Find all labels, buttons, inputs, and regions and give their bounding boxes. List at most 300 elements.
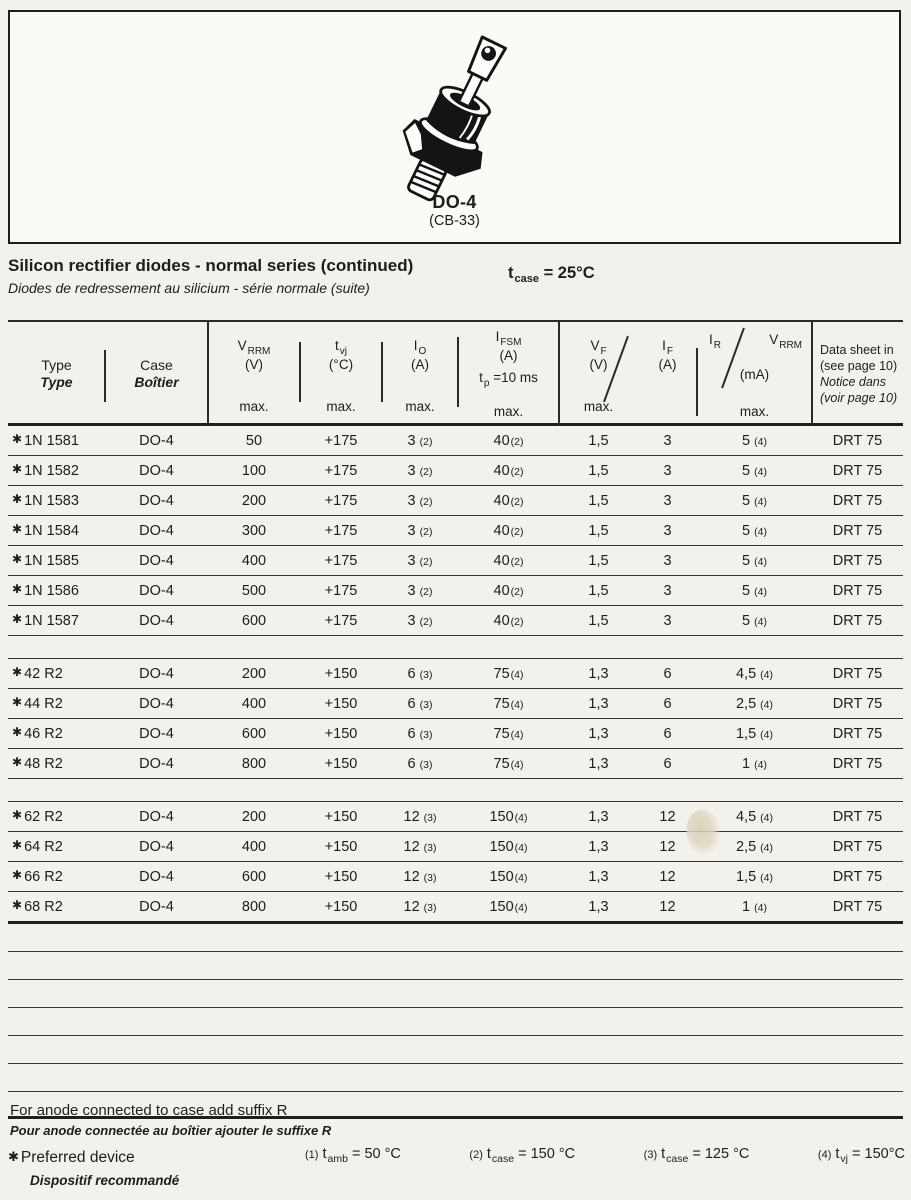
table-row <box>8 802 903 832</box>
ir-cell-value: 5 <box>742 582 751 599</box>
type-cell <box>8 696 105 712</box>
ifsm-cell-value: 40 <box>493 552 510 569</box>
header-separator <box>299 342 301 402</box>
case-cell-value: DO-4 <box>139 868 174 885</box>
io-cell-value: 6 <box>407 725 416 742</box>
footnote-ref: (3) <box>643 1149 658 1161</box>
ifsm-cell <box>458 899 559 915</box>
if-cell <box>638 869 697 885</box>
if-cell-value: 3 <box>663 462 672 479</box>
datasheet-cell-value: DRT 75 <box>832 612 883 629</box>
if-cell-value: 12 <box>659 898 676 915</box>
vrrm-cell <box>208 613 300 629</box>
ifsm-cell <box>458 756 559 772</box>
if-cell <box>638 899 697 915</box>
case-cell-value: DO-4 <box>139 582 174 599</box>
type-cell <box>8 809 105 825</box>
footnote <box>469 1146 576 1165</box>
footnote-ref: (2) <box>419 585 433 598</box>
case-cell-value: DO-4 <box>139 898 174 915</box>
type-cell <box>8 869 105 885</box>
footnote-ref: (4) <box>514 901 528 914</box>
footnote-ref: (2) <box>510 585 524 598</box>
io-cell <box>382 839 458 855</box>
footnote-ref: (3) <box>423 901 437 914</box>
datasheet-line4: (voir page 10) <box>820 390 898 405</box>
ir-cell <box>697 583 812 599</box>
empty-row <box>8 1064 903 1092</box>
suffix-note-fr: Pour anode connectée au boîtier ajouter le suffixe R <box>10 1123 332 1138</box>
footnote-ref: (4) <box>754 495 767 508</box>
ir-cell <box>697 899 812 915</box>
datasheet-cell <box>812 553 903 569</box>
tvj-cell-value: +150 <box>324 898 358 915</box>
tvj-cell-value: +175 <box>324 462 358 479</box>
tvj-cell <box>300 583 382 599</box>
ir-cell-value: 4,5 <box>735 808 757 825</box>
tvj-max: max. <box>326 399 356 414</box>
datasheet-line2: (see page 10) <box>820 358 898 373</box>
table-row <box>8 892 903 921</box>
type-label: 42 R2 <box>24 665 63 682</box>
footnote-ref: (1) <box>305 1149 319 1161</box>
io-cell-value: 3 <box>407 612 416 629</box>
footnote-ref: (4) <box>760 811 773 824</box>
col-header-if <box>638 322 697 425</box>
vf-max: max. <box>583 399 614 414</box>
empty-row <box>8 952 903 980</box>
table-row <box>8 576 903 606</box>
ifsm-cell <box>458 493 559 509</box>
ir-cell-value: 5 <box>742 462 751 479</box>
datasheet-cell <box>812 583 903 599</box>
type-cell <box>8 839 105 855</box>
ir-cell <box>697 869 812 885</box>
io-cell-value: 3 <box>407 462 416 479</box>
io-cell <box>382 523 458 539</box>
vrrm-cell <box>208 523 300 539</box>
ir-cell <box>697 613 812 629</box>
temp-symbol: t <box>508 264 514 282</box>
io-cell <box>382 553 458 569</box>
footnote-ref: (4) <box>514 841 528 854</box>
ifsm-cell-value: 40 <box>493 582 510 599</box>
type-label: 68 R2 <box>24 898 63 915</box>
vrrm-cell <box>208 809 300 825</box>
table-body <box>8 426 903 924</box>
datasheet-cell-value: DRT 75 <box>832 432 883 449</box>
footnote-ref: (2) <box>419 465 433 478</box>
preferred-star-icon: ✱ <box>12 551 23 566</box>
ifsm-cell-value: 40 <box>493 462 510 479</box>
footnote-ref: (4) <box>760 871 773 884</box>
footnote-ref: (3) <box>423 841 437 854</box>
preferred-star-icon: ✱ <box>12 867 23 882</box>
case-cell <box>105 696 208 712</box>
vrrm-cell <box>208 583 300 599</box>
if-unit: (A) <box>658 357 677 372</box>
if-symbol: $I_F$ <box>662 338 673 357</box>
io-cell <box>382 666 458 682</box>
vf-cell-value: 1,5 <box>588 582 609 599</box>
type-cell <box>8 553 105 569</box>
ifsm-cell-value: 150 <box>489 808 514 825</box>
ifsm-max: max. <box>493 404 524 419</box>
vf-cell <box>559 726 638 742</box>
type-cell <box>8 756 105 772</box>
footnote-ref: (4) <box>760 668 773 681</box>
vrrm-cell-value: 300 <box>241 522 267 539</box>
vf-cell <box>559 809 638 825</box>
ifsm-cell-value: 150 <box>489 838 514 855</box>
type-cell <box>8 523 105 539</box>
preferred-star-icon: ✱ <box>12 461 23 476</box>
case-cell <box>105 583 208 599</box>
footnote-ref: (2) <box>510 465 524 478</box>
temp-symbol: t <box>322 1146 327 1162</box>
vrrm-cell-value: 800 <box>241 755 267 772</box>
vrrm-cell-value: 400 <box>241 552 267 569</box>
io-cell <box>382 869 458 885</box>
tvj-cell <box>300 809 382 825</box>
case-temperature-condition <box>508 264 595 283</box>
footnote-ref: (3) <box>419 758 433 771</box>
tvj-cell <box>300 493 382 509</box>
datasheet-cell-value: DRT 75 <box>832 808 883 825</box>
if-cell-value: 3 <box>663 612 672 629</box>
ir-cell-value: 1,5 <box>735 725 757 742</box>
ifsm-cell-value: 75 <box>493 725 510 742</box>
datasheet-cell-value: DRT 75 <box>832 725 883 742</box>
ir-cell <box>697 696 812 712</box>
type-cell <box>8 493 105 509</box>
case-cell-value: DO-4 <box>139 432 174 449</box>
tvj-unit: (°C) <box>328 357 354 372</box>
vf-cell <box>559 756 638 772</box>
io-cell-value: 6 <box>407 695 416 712</box>
temp-subscript: case <box>491 1153 515 1165</box>
ir-cell <box>697 433 812 449</box>
tvj-cell <box>300 463 382 479</box>
vf-cell <box>559 613 638 629</box>
footnote-ref: (4) <box>754 555 767 568</box>
if-cell <box>638 726 697 742</box>
tvj-cell-value: +175 <box>324 582 358 599</box>
temp-symbol: t <box>661 1146 666 1162</box>
temp-value: = 25°C <box>543 264 595 282</box>
type-label: 1N 1581 <box>24 432 79 449</box>
section-title-fr: Diodes de redressement au silicium - série normale (suite) <box>8 280 370 296</box>
io-cell <box>382 726 458 742</box>
header-separator <box>381 342 383 402</box>
ir-cell-value: 1 <box>742 898 751 915</box>
datasheet-cell-value: DRT 75 <box>832 522 883 539</box>
col-header-type <box>8 322 105 425</box>
table-row <box>8 456 903 486</box>
empty-rows <box>8 924 903 1092</box>
preferred-star-icon: ✱ <box>12 724 23 739</box>
ir-max: max. <box>739 404 770 419</box>
col-header-ir-vrrm <box>697 322 812 425</box>
temp-subscript: case <box>666 1153 689 1165</box>
table-group <box>8 802 903 924</box>
ir-cell-value: 1 <box>742 755 751 772</box>
datasheet-cell <box>812 726 903 742</box>
io-cell-value: 12 <box>403 808 420 825</box>
vf-cell <box>559 433 638 449</box>
tvj-cell <box>300 666 382 682</box>
table-group <box>8 659 903 779</box>
if-cell <box>638 696 697 712</box>
preferred-star-icon: ✱ <box>12 521 23 536</box>
preferred-star-icon: ✱ <box>12 611 23 626</box>
preferred-label-fr: Dispositif recommandé <box>30 1173 180 1188</box>
datasheet-cell-value: DRT 75 <box>832 492 883 509</box>
col-header-io <box>382 322 458 425</box>
table-row <box>8 749 903 779</box>
datasheet-cell-value: DRT 75 <box>832 552 883 569</box>
case-cell-value: DO-4 <box>139 838 174 855</box>
tvj-cell <box>300 523 382 539</box>
case-cell <box>105 756 208 772</box>
ir-unit: (mA) <box>739 367 770 382</box>
if-cell <box>638 463 697 479</box>
col-header-ifsm <box>458 322 559 425</box>
footnote-ref: (4) <box>510 728 524 741</box>
case-cell-value: DO-4 <box>139 665 174 682</box>
ifsm-condition: $t_p =10$ ms <box>479 370 538 389</box>
datasheet-cell <box>812 613 903 629</box>
footnote <box>305 1146 401 1165</box>
vf-cell-value: 1,3 <box>588 665 609 682</box>
table-group <box>8 426 903 636</box>
vrrm-unit: (V) <box>245 357 263 372</box>
table-row <box>8 606 903 636</box>
vf-cell-value: 1,3 <box>588 755 609 772</box>
datasheet-cell-value: DRT 75 <box>832 838 883 855</box>
type-label: 48 R2 <box>24 755 63 772</box>
io-cell-value: 12 <box>403 838 420 855</box>
footnote-ref: (3) <box>423 871 437 884</box>
table-row <box>8 832 903 862</box>
table-row <box>8 719 903 749</box>
vf-cell <box>559 583 638 599</box>
type-label: 1N 1587 <box>24 612 79 629</box>
footnote-ref: (2) <box>419 615 433 628</box>
io-unit: (A) <box>411 357 429 372</box>
tvj-cell <box>300 696 382 712</box>
ifsm-cell-value: 40 <box>493 522 510 539</box>
footnote-ref: (4) <box>510 758 524 771</box>
vrrm-cell-value: 600 <box>241 725 267 742</box>
tvj-cell-value: +150 <box>324 755 358 772</box>
vrrm-cell <box>208 463 300 479</box>
type-label: 46 R2 <box>24 725 63 742</box>
tvj-cell <box>300 726 382 742</box>
io-symbol: $I_O$ <box>413 338 427 357</box>
datasheet-cell <box>812 523 903 539</box>
io-cell <box>382 463 458 479</box>
case-cell-value: DO-4 <box>139 755 174 772</box>
tvj-cell-value: +150 <box>324 868 358 885</box>
footnote-ref: (3) <box>419 668 433 681</box>
tvj-cell-value: +150 <box>324 808 358 825</box>
ir-cell-value: 5 <box>742 522 751 539</box>
ir-cell <box>697 493 812 509</box>
if-cell-value: 6 <box>663 665 672 682</box>
ir-cell-value: 5 <box>742 432 751 449</box>
datasheet-cell <box>812 493 903 509</box>
temp-symbol: t <box>486 1146 491 1162</box>
temp-value: = 150°C <box>848 1146 905 1162</box>
type-cell <box>8 433 105 449</box>
case-cell <box>105 493 208 509</box>
type-cell <box>8 613 105 629</box>
vf-cell-value: 1,3 <box>588 725 609 742</box>
type-label: 1N 1584 <box>24 522 79 539</box>
case-cell-value: DO-4 <box>139 808 174 825</box>
preferred-star-icon: ✱ <box>12 664 23 679</box>
footnote-ref: (4) <box>510 698 524 711</box>
footnote-ref: (4) <box>817 1149 832 1161</box>
datasheet-cell-value: DRT 75 <box>832 462 883 479</box>
tvj-cell <box>300 613 382 629</box>
type-cell <box>8 463 105 479</box>
ir-symbol: $I_R$ <box>709 332 721 351</box>
vf-cell-value: 1,5 <box>588 462 609 479</box>
package-alt-name: (CB-33) <box>429 213 480 229</box>
footnote-ref: (4) <box>514 871 528 884</box>
io-cell <box>382 493 458 509</box>
header-separator <box>457 337 459 407</box>
ir-cell-value: 5 <box>742 492 751 509</box>
empty-row <box>8 924 903 952</box>
col-type-en: Type <box>41 356 72 373</box>
type-cell <box>8 666 105 682</box>
vf-unit: (V) <box>589 357 608 372</box>
tvj-cell-value: +175 <box>324 492 358 509</box>
footnote-ref: (2) <box>419 495 433 508</box>
io-cell-value: 3 <box>407 432 416 449</box>
footnote-ref: (2) <box>419 435 433 448</box>
tvj-cell-value: +150 <box>324 838 358 855</box>
if-cell <box>638 666 697 682</box>
vrrm-cell-value: 600 <box>241 612 267 629</box>
footnote-ref: (4) <box>760 841 773 854</box>
case-cell <box>105 613 208 629</box>
vrrm-cell <box>208 726 300 742</box>
vf-cell <box>559 696 638 712</box>
io-cell-value: 12 <box>403 868 420 885</box>
vrrm-cell <box>208 493 300 509</box>
if-cell <box>638 553 697 569</box>
ifsm-cell <box>458 613 559 629</box>
ir-vrrm-symbols <box>697 331 812 350</box>
tvj-cell-value: +150 <box>324 665 358 682</box>
io-cell-value: 12 <box>403 898 420 915</box>
type-label: 1N 1582 <box>24 462 79 479</box>
tvj-cell <box>300 869 382 885</box>
suffix-note-en: For anode connected to case add suffix R <box>10 1102 288 1119</box>
footnote-ref: (3) <box>419 698 433 711</box>
header-separator <box>558 322 560 425</box>
preferred-star-icon: ✱ <box>12 754 23 769</box>
tvj-cell-value: +150 <box>324 725 358 742</box>
ir-cell-value: 4,5 <box>735 665 757 682</box>
io-cell-value: 3 <box>407 492 416 509</box>
io-cell-value: 3 <box>407 552 416 569</box>
ifsm-cell <box>458 463 559 479</box>
vrrm-cell-value: 600 <box>241 868 267 885</box>
header-separator <box>104 350 106 402</box>
ratings-table <box>8 320 903 1119</box>
datasheet-cell-value: DRT 75 <box>832 868 883 885</box>
ifsm-cell-value: 75 <box>493 755 510 772</box>
io-cell <box>382 756 458 772</box>
io-cell <box>382 613 458 629</box>
preferred-star-icon: ✱ <box>12 491 23 506</box>
vf-cell-value: 1,3 <box>588 695 609 712</box>
if-cell <box>638 493 697 509</box>
ir-cell <box>697 463 812 479</box>
empty-row <box>8 1036 903 1064</box>
ifsm-cell <box>458 523 559 539</box>
datasheet-cell <box>812 869 903 885</box>
ifsm-cell <box>458 839 559 855</box>
vf-cell <box>559 493 638 509</box>
vf-symbol: $V_F$ <box>590 338 607 357</box>
footnote-ref: (4) <box>760 728 773 741</box>
vf-cell-value: 1,5 <box>588 612 609 629</box>
case-cell <box>105 463 208 479</box>
temp-subscript: case <box>514 273 539 285</box>
case-cell <box>105 869 208 885</box>
tvj-cell-value: +150 <box>324 695 358 712</box>
ir-cell <box>697 726 812 742</box>
type-label: 44 R2 <box>24 695 63 712</box>
footnote-ref: (2) <box>510 495 524 508</box>
header-separator <box>811 322 813 425</box>
if-cell-value: 3 <box>663 552 672 569</box>
io-max: max. <box>405 399 435 414</box>
datasheet-cell-value: DRT 75 <box>832 755 883 772</box>
vf-cell <box>559 463 638 479</box>
col-header-tvj <box>300 322 382 425</box>
footnote-ref: (4) <box>754 585 767 598</box>
datasheet-cell <box>812 756 903 772</box>
ifsm-cell-value: 75 <box>493 695 510 712</box>
tvj-symbol: $t_{vj}$ <box>335 338 347 357</box>
case-cell <box>105 666 208 682</box>
vrrm-cell-value: 200 <box>241 665 267 682</box>
type-label: 1N 1585 <box>24 552 79 569</box>
package-name: DO-4 <box>432 192 477 212</box>
temp-subscript: amb <box>327 1153 348 1165</box>
ifsm-cell-value: 40 <box>493 492 510 509</box>
ifsm-symbol: $I_{FSM}$ <box>495 329 522 348</box>
if-cell <box>638 433 697 449</box>
ifsm-cell <box>458 869 559 885</box>
table-row <box>8 486 903 516</box>
datasheet-cell <box>812 463 903 479</box>
ir-cell-value: 1,5 <box>735 868 757 885</box>
vf-cell-value: 1,5 <box>588 522 609 539</box>
tvj-cell <box>300 756 382 772</box>
footnote-ref: (3) <box>419 728 433 741</box>
type-label: 62 R2 <box>24 808 63 825</box>
ir-cell <box>697 553 812 569</box>
preferred-star-icon: ✱ <box>12 837 23 852</box>
